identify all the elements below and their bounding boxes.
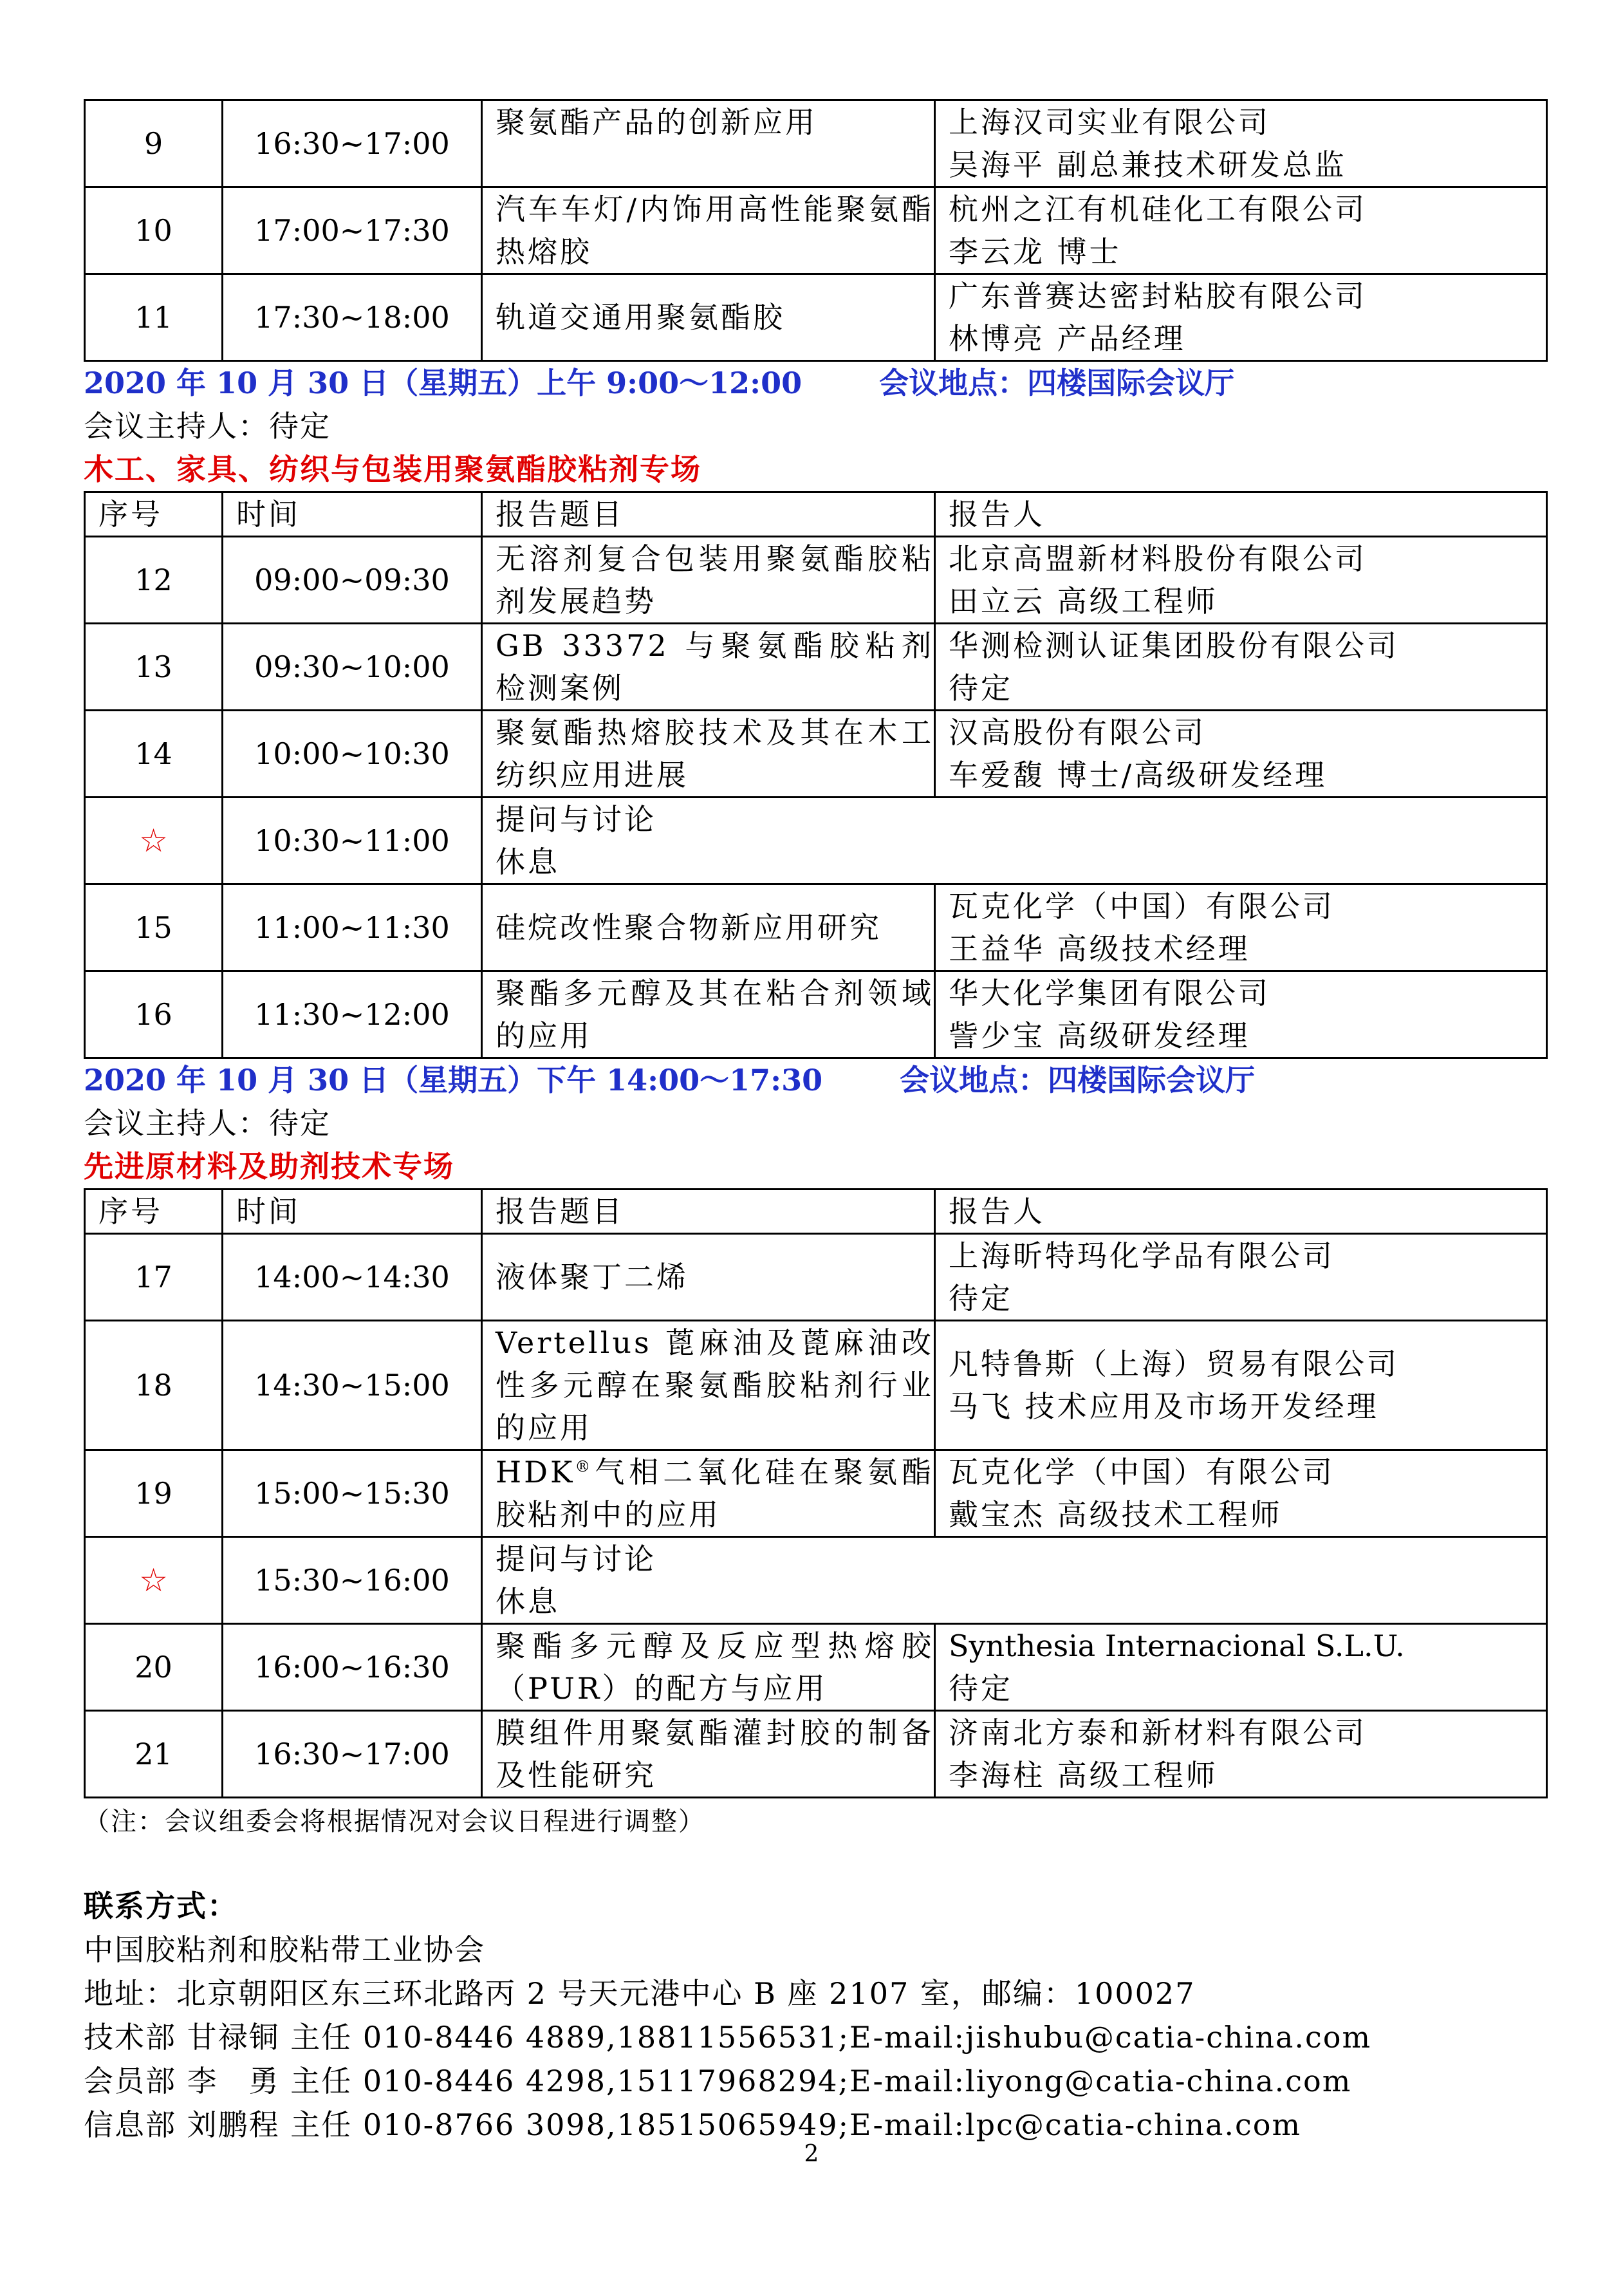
speaker-person: 待定 bbox=[949, 1671, 1013, 1706]
row-time: 09:00~09:30 bbox=[223, 537, 482, 624]
table-row bbox=[85, 1711, 1547, 1798]
session-venue: 会议地点：四楼国际会议厅 bbox=[900, 1063, 1256, 1097]
row-topic: 聚氨酯产品的创新应用 bbox=[482, 100, 935, 187]
break-rest: 休息 bbox=[496, 845, 560, 879]
break-row bbox=[85, 1537, 1547, 1624]
row-speaker bbox=[935, 624, 1547, 711]
row-topic: 膜组件用聚氨酯灌封胶的制备及性能研究 bbox=[482, 1711, 935, 1798]
row-time: 17:00~17:30 bbox=[223, 187, 482, 274]
speaker-org: Synthesia Internacional S.L.U. bbox=[949, 1629, 1405, 1663]
row-time: 09:30~10:00 bbox=[223, 624, 482, 711]
row-topic: 硅烷改性聚合物新应用研究 bbox=[482, 884, 935, 971]
table-row bbox=[85, 537, 1547, 624]
session-1-host: 会议主持人：待定 bbox=[84, 409, 331, 443]
header-time: 时间 bbox=[223, 492, 482, 537]
row-topic: 轨道交通用聚氨酯胶 bbox=[482, 274, 935, 361]
row-time: 14:00~14:30 bbox=[223, 1234, 482, 1321]
speaker-org: 杭州之江有机硅化工有限公司 bbox=[949, 192, 1367, 227]
session-1-datetime bbox=[84, 362, 1546, 405]
speaker-person: 田立云 高级工程师 bbox=[949, 584, 1218, 619]
speaker-org: 济南北方泰和新材料有限公司 bbox=[949, 1715, 1367, 1750]
row-topic: 无溶剂复合包装用聚氨酯胶粘剂发展趋势 bbox=[482, 537, 935, 624]
row-speaker bbox=[935, 274, 1547, 361]
speaker-org: 华大化学集团有限公司 bbox=[949, 976, 1270, 1011]
session-2-title: 先进原材料及助剂技术专场 bbox=[84, 1149, 454, 1184]
session-venue: 会议地点：四楼国际会议厅 bbox=[879, 366, 1235, 400]
row-number: 13 bbox=[85, 624, 223, 711]
row-speaker bbox=[935, 884, 1547, 971]
table-row bbox=[85, 100, 1547, 187]
row-time: 17:30~18:00 bbox=[223, 274, 482, 361]
speaker-org: 上海昕特玛化学品有限公司 bbox=[949, 1238, 1335, 1273]
row-speaker bbox=[935, 100, 1547, 187]
speaker-person: 李云龙 博士 bbox=[949, 234, 1122, 269]
speaker-person: 车爱馥 博士/高级研发经理 bbox=[949, 758, 1328, 792]
table-row bbox=[85, 187, 1547, 274]
row-speaker bbox=[935, 187, 1547, 274]
contact-line-tech: 技术部 甘禄铜 主任 010-8446 4889,18811556531;E-mail:jishubu@catia-china.com bbox=[84, 2020, 1372, 2055]
row-topic: Vertellus 蓖麻油及蓖麻油改性多元醇在聚氨酯胶粘剂行业的应用 bbox=[482, 1321, 935, 1450]
row-speaker bbox=[935, 971, 1547, 1058]
row-number: 10 bbox=[85, 187, 223, 274]
table-row bbox=[85, 1450, 1547, 1537]
agenda-table-session-2 bbox=[84, 1188, 1548, 1798]
speaker-org: 瓦克化学（中国）有限公司 bbox=[949, 1455, 1335, 1489]
agenda-table-continued bbox=[84, 99, 1548, 362]
row-speaker bbox=[935, 1711, 1547, 1798]
header-topic: 报告题目 bbox=[482, 492, 935, 537]
row-time: 15:00~15:30 bbox=[223, 1450, 482, 1537]
row-topic bbox=[482, 1450, 935, 1537]
table-row bbox=[85, 711, 1547, 798]
row-speaker bbox=[935, 1234, 1547, 1321]
table-row bbox=[85, 274, 1547, 361]
row-number: 19 bbox=[85, 1450, 223, 1537]
session-date-time: 2020 年 10 月 30 日（星期五）上午 9:00～12:00 bbox=[84, 366, 802, 400]
row-number: 9 bbox=[85, 100, 223, 187]
row-number: 14 bbox=[85, 711, 223, 798]
row-topic: 聚酯多元醇及其在粘合剂领域的应用 bbox=[482, 971, 935, 1058]
row-topic: 汽车车灯/内饰用高性能聚氨酯热熔胶 bbox=[482, 187, 935, 274]
row-speaker bbox=[935, 1321, 1547, 1450]
contact-line-info: 信息部 刘鹏程 主任 010-8766 3098,18515065949;E-mail:lpc@catia-china.com bbox=[84, 2107, 1302, 2142]
speaker-org: 北京高盟新材料股份有限公司 bbox=[949, 541, 1367, 576]
speaker-person: 訾少宝 高级研发经理 bbox=[949, 1018, 1250, 1053]
topic-text: 气相二氧化硅在聚氨酯胶粘剂中的应用 bbox=[496, 1455, 934, 1532]
table-header-row bbox=[85, 492, 1547, 537]
speaker-person: 待定 bbox=[949, 671, 1013, 705]
speaker-person: 李海柱 高级工程师 bbox=[949, 1758, 1218, 1793]
row-time: 11:30~12:00 bbox=[223, 971, 482, 1058]
row-number: 21 bbox=[85, 1711, 223, 1798]
speaker-person: 待定 bbox=[949, 1281, 1013, 1316]
speaker-org: 上海汉司实业有限公司 bbox=[949, 105, 1270, 140]
header-speaker: 报告人 bbox=[935, 1190, 1547, 1234]
table-row bbox=[85, 624, 1547, 711]
table-row bbox=[85, 1321, 1547, 1450]
contact-heading: 联系方式： bbox=[84, 1889, 238, 1923]
row-time: 10:30~11:00 bbox=[223, 798, 482, 884]
row-topic: 聚氨酯热熔胶技术及其在木工纺织应用进展 bbox=[482, 711, 935, 798]
header-number: 序号 bbox=[85, 1190, 223, 1234]
row-number: 18 bbox=[85, 1321, 223, 1450]
session-1-title: 木工、家具、纺织与包装用聚氨酯胶粘剂专场 bbox=[84, 452, 701, 487]
row-number: 11 bbox=[85, 274, 223, 361]
contact-organization: 中国胶粘剂和胶粘带工业协会 bbox=[84, 1932, 485, 1967]
row-time: 16:30~17:00 bbox=[223, 1711, 482, 1798]
row-time: 15:30~16:00 bbox=[223, 1537, 482, 1624]
header-number: 序号 bbox=[85, 492, 223, 537]
row-speaker bbox=[935, 711, 1547, 798]
table-row bbox=[85, 1624, 1547, 1711]
speaker-person: 吴海平 副总兼技术研发总监 bbox=[949, 147, 1347, 182]
registered-mark: ® bbox=[575, 1457, 593, 1476]
speaker-org: 瓦克化学（中国）有限公司 bbox=[949, 889, 1335, 924]
table-row bbox=[85, 884, 1547, 971]
contact-line-member: 会员部 李 勇 主任 010-8446 4298,15117968294;E-mail:liyong@catia-china.com bbox=[84, 2064, 1352, 2098]
speaker-org: 汉高股份有限公司 bbox=[949, 715, 1206, 750]
header-speaker: 报告人 bbox=[935, 492, 1547, 537]
break-discussion: 提问与讨论 bbox=[496, 802, 656, 837]
schedule-note: （注：会议组委会将根据情况对会议日程进行调整） bbox=[84, 1807, 705, 1836]
speaker-org: 华测检测认证集团股份有限公司 bbox=[949, 628, 1399, 663]
table-row bbox=[85, 971, 1547, 1058]
header-topic: 报告题目 bbox=[482, 1190, 935, 1234]
row-number: 20 bbox=[85, 1624, 223, 1711]
agenda-table-session-1 bbox=[84, 491, 1548, 1059]
star-icon: ☆ bbox=[85, 798, 223, 884]
table-row bbox=[85, 1234, 1547, 1321]
row-topic: 液体聚丁二烯 bbox=[482, 1234, 935, 1321]
row-time: 11:00~11:30 bbox=[223, 884, 482, 971]
speaker-person: 马飞 技术应用及市场开发经理 bbox=[949, 1389, 1379, 1424]
break-label bbox=[482, 1537, 1547, 1624]
row-speaker bbox=[935, 1450, 1547, 1537]
contact-address: 地址：北京朝阳区东三环北路丙 2 号天元港中心 B 座 2107 室，邮编：100027 bbox=[84, 1976, 1196, 2011]
row-number: 16 bbox=[85, 971, 223, 1058]
star-icon: ☆ bbox=[85, 1537, 223, 1624]
row-time: 10:00~10:30 bbox=[223, 711, 482, 798]
speaker-org: 广东普赛达密封粘胶有限公司 bbox=[949, 279, 1367, 313]
row-time: 14:30~15:00 bbox=[223, 1321, 482, 1450]
speaker-org: 凡特鲁斯（上海）贸易有限公司 bbox=[949, 1347, 1399, 1381]
break-rest: 休息 bbox=[496, 1584, 560, 1619]
row-speaker bbox=[935, 537, 1547, 624]
row-time: 16:30~17:00 bbox=[223, 100, 482, 187]
row-number: 12 bbox=[85, 537, 223, 624]
session-date-time: 2020 年 10 月 30 日（星期五）下午 14:00～17:30 bbox=[84, 1063, 823, 1097]
row-time: 16:00~16:30 bbox=[223, 1624, 482, 1711]
topic-brand: HDK bbox=[496, 1455, 575, 1489]
break-discussion: 提问与讨论 bbox=[496, 1542, 656, 1576]
break-label bbox=[482, 798, 1547, 884]
contact-section bbox=[84, 1885, 1546, 2147]
row-number: 15 bbox=[85, 884, 223, 971]
session-2-host: 会议主持人：待定 bbox=[84, 1106, 331, 1141]
speaker-person: 王益华 高级技术经理 bbox=[949, 931, 1250, 966]
speaker-person: 林博亮 产品经理 bbox=[949, 321, 1186, 356]
speaker-person: 戴宝杰 高级技术工程师 bbox=[949, 1497, 1283, 1532]
session-2-datetime bbox=[84, 1059, 1546, 1102]
table-header-row bbox=[85, 1190, 1547, 1234]
page-number: 2 bbox=[804, 2141, 819, 2167]
header-time: 时间 bbox=[223, 1190, 482, 1234]
row-topic: 聚酯多元醇及反应型热熔胶（PUR）的配方与应用 bbox=[482, 1624, 935, 1711]
row-number: 17 bbox=[85, 1234, 223, 1321]
agenda-page bbox=[84, 99, 1546, 2147]
break-row bbox=[85, 798, 1547, 884]
row-topic: GB 33372 与聚氨酯胶粘剂检测案例 bbox=[482, 624, 935, 711]
row-speaker bbox=[935, 1624, 1547, 1711]
